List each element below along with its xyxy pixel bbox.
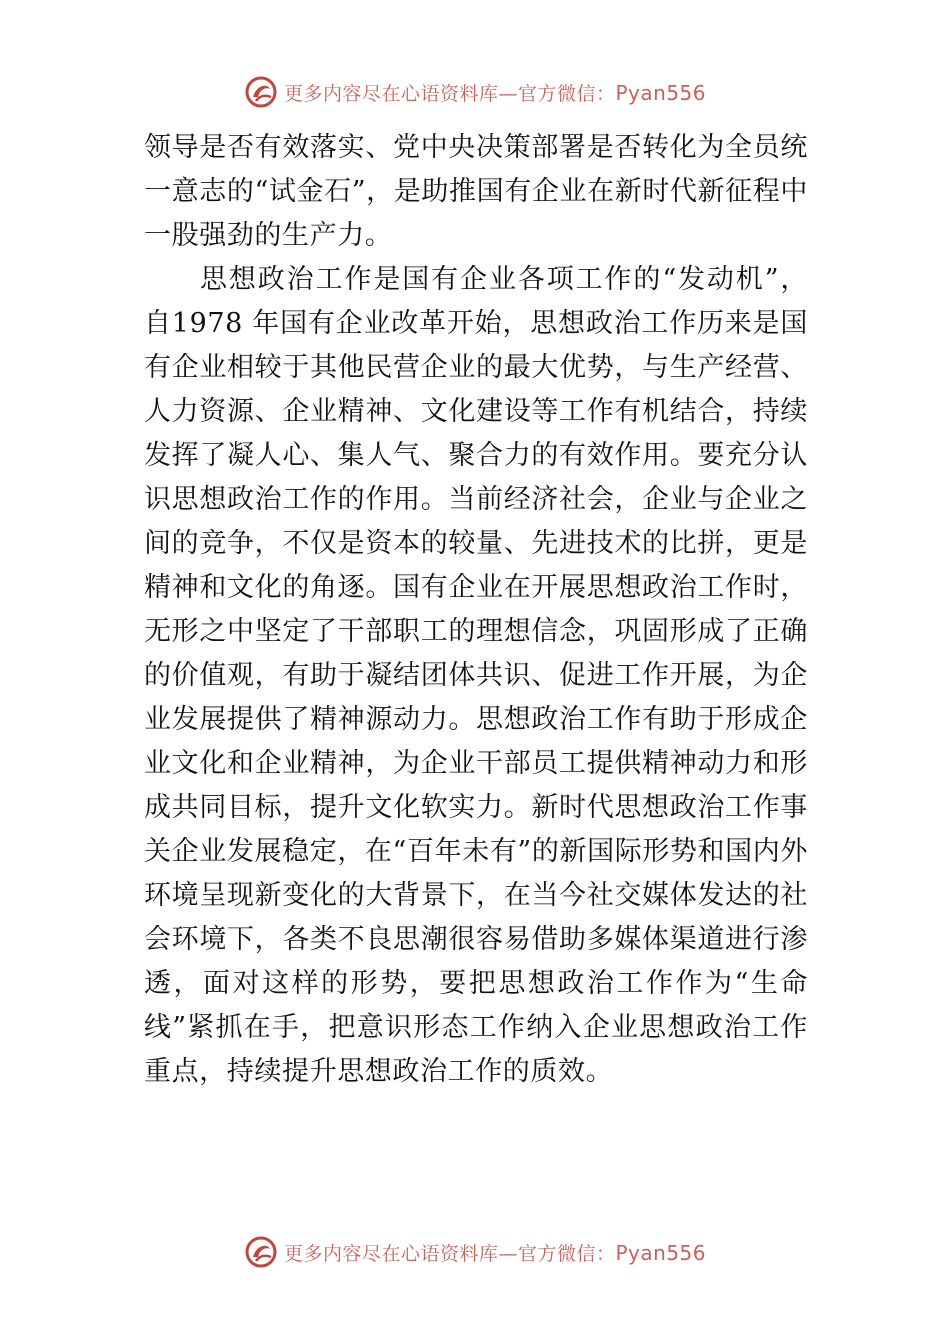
wechat-id: Pyan556 bbox=[615, 1240, 707, 1265]
paragraph-2: 思想政治工作是国有企业各项工作的“发动机”，自1978 年国有企业改革开始，思想政治工作历来是国有企业相较于其他民营企业的最大优势，与生产经营、人力资源、企业精神、文化建设等工作有机结合，持续发挥了凝人心、集人气、聚合力的有效作用。要充分认识思想政治工作的作用。当前经济社会，企业与企业之间的竞争，不仅是资本的较量、先进技术的比拼，更是精神和文化的角逐。国有企业在开展思想政治工作时，无形之中坚定了干部职工的理想信念，巩固形成了正确的价值观，有助于凝结团体共识、促进工作开展，为企业发展提供了精神源动力。思想政治工作有助于形成企业文化和企业精神，为企业干部员工提供精神动力和形成共同目标，提升文化软实力。新时代思想政治工作事关企业发展稳定，在“百年未有”的新国际形势和国内外环境呈现新变化的大背景下，在当今社交媒体发达的社会环境下，各类不良思潮很容易借助多媒体渠道进行渗透，面对这样的形势，要把思想政治工作作为“生命线”紧抓在手，把意识形态工作纳入企业思想政治工作重点，持续提升思想政治工作的质效。 bbox=[144, 264, 808, 1087]
wechat-id: Pyan556 bbox=[615, 80, 707, 105]
banner-text: 更多内容尽在心语资料库—官方微信：Pyan556 bbox=[283, 80, 707, 105]
header-banner bbox=[0, 72, 950, 112]
paragraph-1: 领导是否有效落实、党中央决策部署是否转化为全员统一意志的“试金石”，是助推国有企业在新时代新征程中一股强劲的生产力。 bbox=[144, 132, 808, 251]
document-body bbox=[144, 126, 808, 1094]
red-swirl-logo-icon bbox=[244, 1235, 278, 1269]
banner-text: 更多内容尽在心语资料库—官方微信：Pyan556 bbox=[283, 1240, 707, 1265]
red-swirl-logo-icon bbox=[244, 75, 278, 109]
footer-banner bbox=[0, 1232, 950, 1272]
